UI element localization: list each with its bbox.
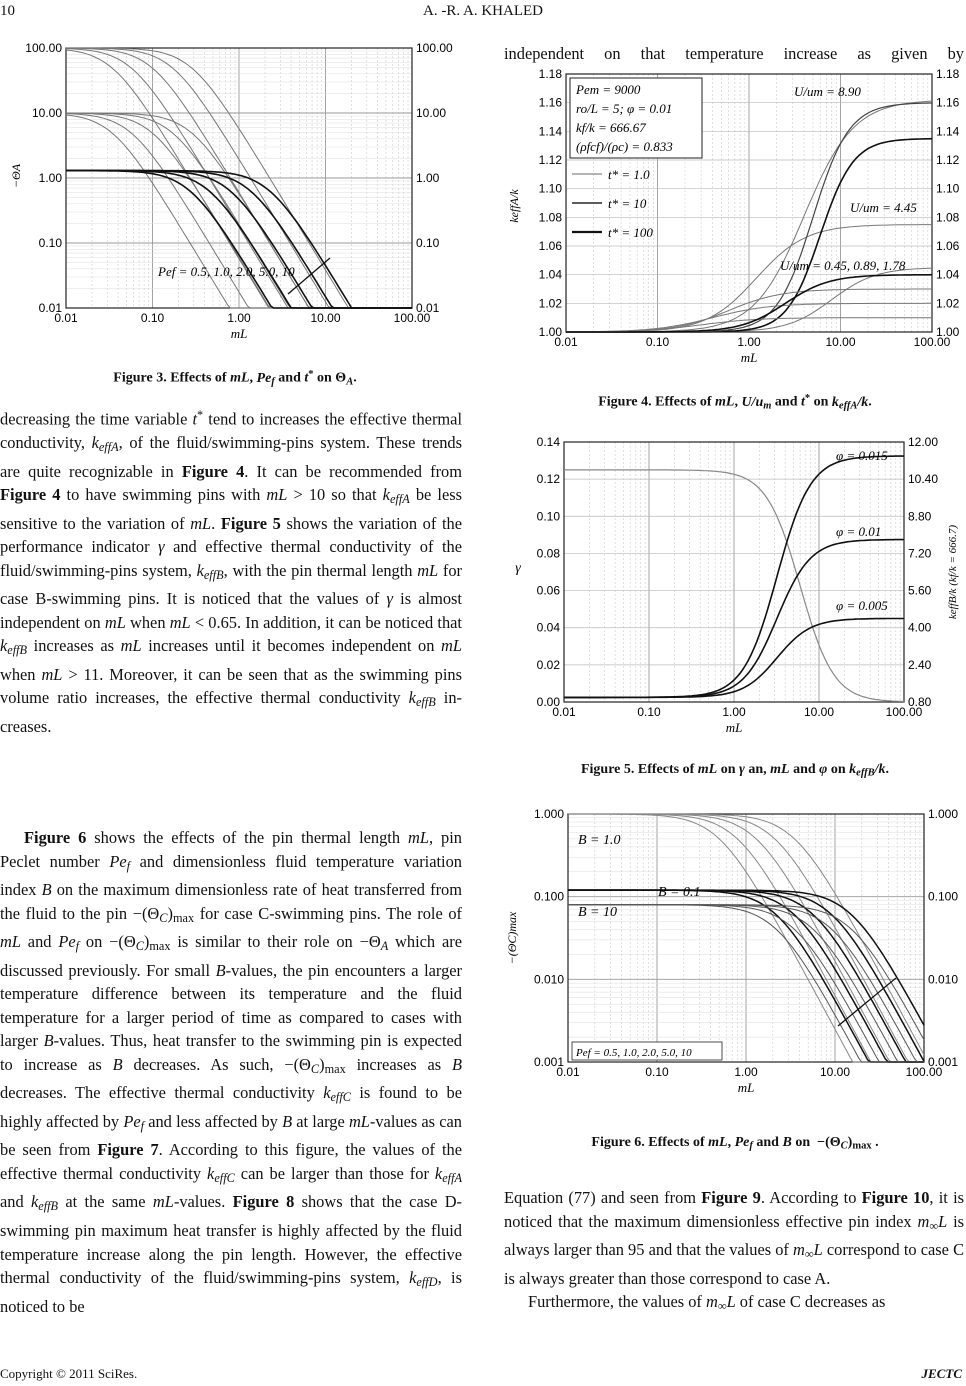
y-tick-label-left: 1.12 <box>538 153 562 167</box>
figure-4 <box>504 66 966 384</box>
y-tick-label-left: 0.06 <box>536 583 560 598</box>
y-tick-label-right: 10.00 <box>416 106 447 120</box>
y-tick-label-left: 1.04 <box>538 267 562 282</box>
body-text-left-1: decreasing the time variable t* tend to increases the effective thermal conductivity, $k_{effA}$, of the fluid/swimming-pins system. These trends are quite recognizable in Figure 4. It can be recommended from Figure 4 to have swimming pins with mL > 10 so that $k_{effA}$ be less sensitive to the variation of mL. Figure 5 shows the variation of the performance indicator γ and effective thermal conductivity of the fluid/swimming-pins system, $k_{effB}$, with the pin thermal length mL for case B-swimming pins. It is noticed that the values of γ is almost independent on mL when mL < 0.65. In addition, it can be noticed that $k_{effB}$ increases as mL increases until it becomes independent on mL when mL > 11. Moreover, it can be seen that as the swimming pins volume ratio increases, the effective thermal conductivity $k_{effB}$ increases. <box>0 408 463 736</box>
y-axis-label-right: keffB/k (kf/k = 666.7) <box>947 524 959 620</box>
curve-label: φ = 0.01 <box>836 524 882 539</box>
x-tick-label: 0.10 <box>637 705 661 719</box>
y-tick-label-left: 10.00 <box>31 106 62 120</box>
x-tick-label: 100.00 <box>905 1065 943 1079</box>
figure-6-caption: Figure 6. Effects of mL, $Pe_f$ and B on $-(\Theta_C)_{max}$ . <box>591 1135 879 1152</box>
params-text: Pem = 9000 <box>576 82 641 97</box>
y-tick-label-right: 10.40 <box>908 472 939 487</box>
y-axis-label: keffA/k <box>507 189 521 223</box>
running-title: A. -R. A. KHALED <box>423 3 543 19</box>
y-tick-label-left: 1.00 <box>38 171 62 185</box>
x-axis-label: mL <box>737 1080 755 1095</box>
x-tick-label: 100.00 <box>913 335 951 349</box>
y-tick-label-left: 0.04 <box>536 620 560 635</box>
y-axis-label: −(ΘC)max <box>505 911 519 965</box>
x-tick-label: 0.01 <box>552 705 576 719</box>
y-tick-label-right: 7.20 <box>908 546 932 561</box>
y-tick-label-right: 5.60 <box>908 583 932 598</box>
y-tick-label-left: 1.14 <box>538 124 562 139</box>
y-tick-label-left: 0.100 <box>533 889 564 904</box>
y-tick-label-right: 1.00 <box>936 325 960 339</box>
y-tick-label-right: 0.001 <box>928 1055 959 1069</box>
x-tick-label: 1.00 <box>734 1065 758 1079</box>
y-tick-label-right: 0.010 <box>928 972 959 987</box>
figure-6 <box>504 800 966 1120</box>
figure-4-caption: Figure 4. Effects of mL, $U/u_m$ and t* on $k_{effA}/k$. <box>598 393 872 412</box>
y-tick-label-right: 4.00 <box>908 620 932 635</box>
y-tick-label-right: 100.00 <box>416 41 453 55</box>
body-text-left-2: Figure 6 shows the effects of the pin thermal length mL, pin Peclet number $Pe_f$ and dimensionless fluid temperature variation index B on the maximum dimensionless rate of heat transferred from the fluid to the pin $-(\Theta_C)_{max}$ for case C-swimming pins. The role of mL and $Pe_f$ on $-(\Theta_C)_{max}$ is similar to their role on $-\Theta_A$ which are discussed previously. For small B-values, the pin encounters a larger temperature difference between its temperature and the fluid temperature for a larger period of time as compared to cases with larger B-values. Thus, heat transfer to the swimming pin is expected to increase as B decreases. As such, $-(\Theta_C)_{max}$ increases as B decreases. The effective thermal conductivity $k_{effC}$ is found to be highly affected by $Pe_f$ and less affected by B at large mL-values as can be seen from Figure 7. According to this figure, the values of the effective thermal conductivity $k_{effC}$ can be larger than those for $k_{effA}$ and $k_{effB}$ at the same mL-values. Figure 8 shows that the case D-swimming pin maximum heat transfer is highly affected by the fluid temperature increase along the pin length. However, the effective thermal conductivity of the fluid/swimming-pins system, $k_{effD}$, is noticed to be <box>0 828 463 1316</box>
y-tick-label-left: 1.000 <box>533 807 564 821</box>
figure-5 <box>504 430 966 752</box>
params-text: kf/k = 666.67 <box>576 120 646 135</box>
curve-label: B = 10 <box>578 905 617 920</box>
x-tick-label: 10.00 <box>803 705 835 719</box>
x-tick-label: 1.00 <box>737 335 761 349</box>
y-tick-label-left: 1.08 <box>538 210 562 225</box>
curve-label: B = 0.1 <box>658 885 701 900</box>
x-tick-label: 10.00 <box>310 311 341 325</box>
y-tick-label-right: 1.06 <box>936 239 960 253</box>
y-tick-label-left: 0.12 <box>536 472 560 487</box>
x-tick-label: 100.00 <box>393 311 431 325</box>
x-tick-label: 0.10 <box>140 311 165 325</box>
y-tick-label-left: 0.00 <box>536 695 560 709</box>
y-tick-label-left: 0.14 <box>536 435 560 449</box>
y-axis-label: γ <box>515 561 521 576</box>
y-tick-label-left: 1.00 <box>538 325 562 339</box>
x-tick-label: 1.00 <box>722 705 746 719</box>
body-text-right-top: independent on that temperature increase as given by <box>504 44 964 63</box>
y-tick-label-left: 0.10 <box>38 236 62 250</box>
legend-label: t* = 10 <box>608 196 647 211</box>
page-number: 10 <box>0 3 15 19</box>
y-tick-label-right: 1.12 <box>936 153 960 167</box>
curve-label: U/um = 8.90 <box>794 84 861 99</box>
legend-label: t* = 100 <box>608 225 653 240</box>
y-tick-label-right: 0.01 <box>416 301 440 315</box>
y-tick-label-left: 0.001 <box>533 1055 564 1069</box>
y-tick-label-right: 1.000 <box>928 807 959 821</box>
figure-3-caption: Figure 3. Effects of mL, $Pe_f$ and t* on $\Theta_A$. <box>113 369 357 388</box>
y-tick-label-left: 1.16 <box>538 95 562 110</box>
y-tick-label-left: 0.08 <box>536 546 560 561</box>
curve-label: U/um = 0.45, 0.89, 1.78 <box>780 258 906 273</box>
y-tick-label-left: 1.10 <box>538 181 562 196</box>
x-tick-label: 100.00 <box>885 705 923 719</box>
y-tick-label-right: 1.16 <box>936 95 960 110</box>
x-tick-label: 0.01 <box>554 335 578 349</box>
y-tick-label-right: 8.80 <box>908 509 932 524</box>
curve-label: B = 1.0 <box>578 833 621 848</box>
y-tick-label-left: 0.02 <box>536 657 560 672</box>
x-tick-label: 1.00 <box>227 311 251 325</box>
y-tick-label-right: 1.14 <box>936 124 960 139</box>
y-tick-label-left: 1.02 <box>538 296 562 311</box>
y-tick-label-right: 1.04 <box>936 267 960 282</box>
y-tick-label-right: 1.18 <box>936 67 960 81</box>
y-tick-label-right: 1.02 <box>936 296 960 311</box>
y-tick-label-left: 0.10 <box>536 509 560 524</box>
figure-3 <box>0 36 470 356</box>
annotation-label: Pef = 0.5, 1.0, 2.0, 5.0, 10 <box>158 264 295 279</box>
annotation-label: Pef = 0.5, 1.0, 2.0, 5.0, 10 <box>576 1047 692 1059</box>
body-text-right-bottom: Equation (77) and seen from Figure 9. According to Figure 10, it is noticed that the maximum dimensionless effective pin index $m_\infty L$ is always larger than 95 and that the values of $m_\infty L$ correspond to case C is always greater than those correspond to case A. Furthermore, the values of $m_\infty L$ of case C decreases as <box>504 1188 964 1314</box>
curve-label: φ = 0.015 <box>836 448 888 463</box>
y-tick-label-left: 0.01 <box>38 301 62 315</box>
y-tick-label-right: 0.80 <box>908 695 932 709</box>
footer-journal: JECTC <box>921 1366 962 1381</box>
y-axis-label: −ΘA <box>9 163 23 189</box>
y-tick-label-right: 0.10 <box>416 236 440 250</box>
curve-label: U/um = 4.45 <box>850 200 917 215</box>
x-axis-label: mL <box>740 350 758 365</box>
x-tick-label: 10.00 <box>825 335 856 349</box>
y-tick-label-right: 2.40 <box>908 657 932 672</box>
y-tick-label-left: 1.06 <box>538 239 562 253</box>
x-axis-label: mL <box>230 326 248 341</box>
x-tick-label: 10.00 <box>819 1065 851 1079</box>
y-tick-label-left: 1.18 <box>538 67 562 81</box>
x-tick-label: 0.10 <box>645 335 670 349</box>
y-tick-label-right: 0.100 <box>928 889 959 904</box>
figure-5-caption: Figure 5. Effects of mL on γ an, mL and φ on $k_{effB}/k$. <box>580 762 890 779</box>
y-tick-label-left: 100.00 <box>25 41 62 55</box>
legend-label: t* = 1.0 <box>608 167 650 182</box>
x-axis-label: mL <box>725 720 743 735</box>
y-tick-label-right: 1.08 <box>936 210 960 225</box>
footer-copyright: Copyright © 2011 SciRes. <box>0 1366 138 1381</box>
params-text: ro/L = 5; φ = 0.01 <box>576 101 673 116</box>
x-tick-label: 0.10 <box>645 1065 669 1079</box>
params-text: (ρfcf)/(ρc) = 0.833 <box>576 139 673 154</box>
x-tick-label: 0.01 <box>54 311 78 325</box>
y-tick-label-left: 0.010 <box>533 972 564 987</box>
y-tick-label-right: 1.10 <box>936 181 960 196</box>
x-tick-label: 0.01 <box>556 1065 580 1079</box>
curve-label: φ = 0.005 <box>836 598 888 613</box>
y-tick-label-right: 12.00 <box>908 435 939 449</box>
y-tick-label-right: 1.00 <box>416 171 440 185</box>
